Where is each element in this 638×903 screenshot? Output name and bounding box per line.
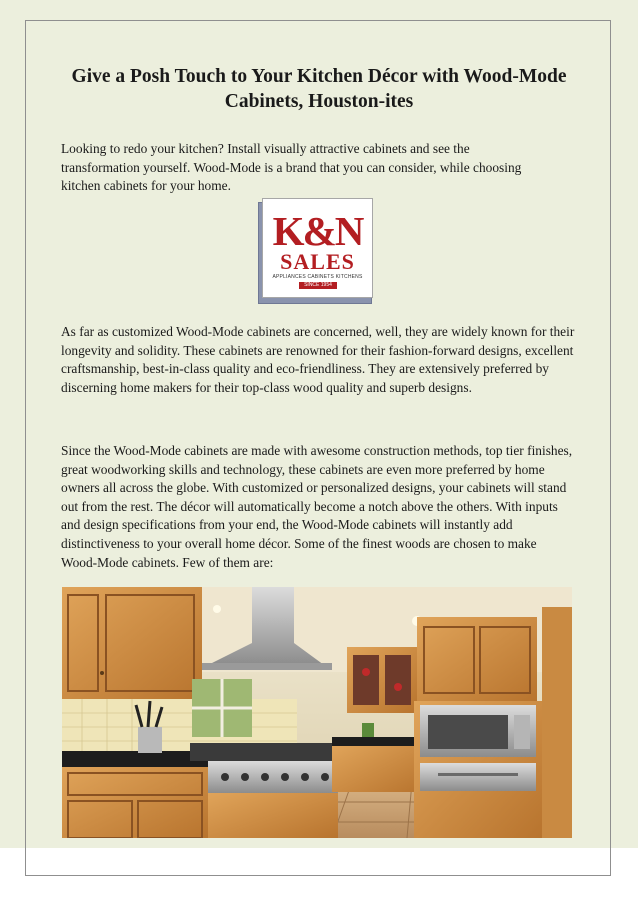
glass-door: [385, 655, 411, 705]
upper-cabinet-right: [417, 617, 537, 701]
warming-drawer: [420, 763, 536, 791]
range-knob: [261, 773, 269, 781]
logo-card: [262, 198, 373, 298]
red-dish: [394, 683, 402, 691]
tall-cabinet: [542, 607, 572, 838]
range-knob: [221, 773, 229, 781]
body-paragraph-durability: As far as customized Wood-Mode cabinets are concerned, well, they are widely known for their longevity and solidity. These cabinets are renowned for their fashion-forward designs, excellent craftsmanship, best-in-class quality and eco-friendliness. They are extensively preferred by discerning home makers for their top-class wood quality and superb designs.: [61, 324, 575, 395]
article-title: Give a Posh Touch to Your Kitchen Décor with Wood-Mode Cabinets, Houston-ites: [71, 66, 567, 112]
drawer-handle: [438, 773, 518, 776]
range-knob: [241, 773, 249, 781]
plant: [362, 723, 374, 737]
lower-cabinet-center: [208, 793, 338, 838]
range-hood-edge: [202, 663, 332, 670]
logo-tagline: APPLIANCES CABINETS KITCHENS: [272, 274, 363, 280]
utensil-holder: [138, 727, 162, 753]
range-knob: [281, 773, 289, 781]
logo-name: SALES: [280, 249, 355, 274]
intro-paragraph: Looking to redo your kitchen? Install visually attractive cabinets and see the transformation yourself. Wood-Mode is a brand that you can consider, while choosing kitchen cabinets for your home.: [61, 141, 522, 194]
ceiling-light: [213, 605, 221, 613]
gas-cooktop: [190, 743, 345, 761]
kn-sales-logo: [258, 198, 374, 303]
glass-door: [353, 655, 379, 705]
range-knob: [301, 773, 309, 781]
cabinet-knob: [100, 671, 104, 675]
logo-mark: K&N: [272, 208, 363, 254]
range-knob: [321, 773, 329, 781]
kitchen-photo: [62, 587, 572, 838]
logo-since-badge: SINCE 1954: [299, 282, 337, 289]
lower-cabinet-left: [62, 767, 208, 838]
lower-cabinet-back: [332, 746, 422, 792]
upper-cabinet-left: [62, 587, 202, 699]
body-paragraph-construction: Since the Wood-Mode cabinets are made with awesome construction methods, top tier finishes, great woodworking skills and technology, these cabinets are even more preferred by home owners all across the globe. With customized or personalized designs, your cabinets will stand out from the rest. The décor will automatically become a notch above the others. With inputs and design specifications from your end, the Wood-Mode cabinets will instantly add distinctiveness to your overall home décor. Some of the finest woods are chosen to make Wood-Mode cabinets. Few of them are:: [61, 443, 573, 570]
red-dish: [362, 668, 370, 676]
oven-controls: [514, 715, 530, 749]
back-countertop: [332, 737, 422, 746]
oven-window: [428, 715, 508, 749]
